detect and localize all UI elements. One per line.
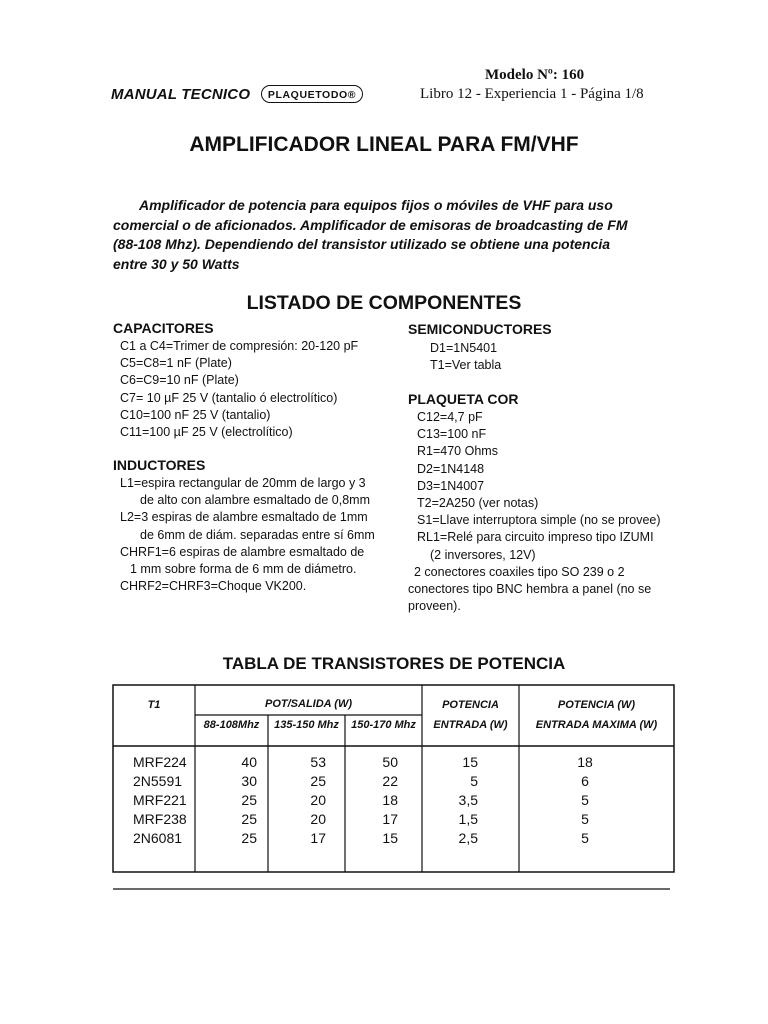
table-cell: 5 (581, 811, 589, 827)
header-potencia-max-1: POTENCIA (W) (557, 699, 636, 711)
col-f3 (365, 753, 398, 848)
brand-logo: PLAQUETODO® (261, 85, 363, 103)
table-cell: 17 (382, 811, 398, 827)
plaqueta-heading: PLAQUETA COR (408, 391, 519, 407)
table-title: TABLA DE TRANSISTORES DE POTENCIA (222, 654, 566, 673)
list-item: 2 conectores coaxiles tipo SO 239 o 2 (414, 564, 625, 579)
list-item: T1=Ver tabla (430, 358, 502, 373)
list-item: T2=2A250 (ver notas) (417, 496, 539, 511)
list-item: CHRF2=CHRF3=Choque VK200. (120, 579, 307, 594)
list-item: 1 mm sobre forma de 6 mm de diámetro. (130, 562, 357, 577)
list-item: de 6mm de diám. separadas entre sí 6mm (140, 527, 375, 542)
table-cell: 53 (310, 754, 326, 770)
table-cell: 20 (310, 811, 326, 827)
list-item: D1=1N5401 (430, 341, 498, 355)
list-item: R1=470 Ohms (417, 444, 498, 459)
list-item: C7= 10 µF 25 V (tantalio ó electrolítico) (120, 390, 338, 405)
table-cell: MRF224 (133, 754, 187, 770)
header-freq-3: 150-170 Mhz (351, 719, 416, 731)
table-cell: 20 (310, 792, 326, 808)
list-item: L1=espira rectangular de 20mm de largo y 3 (120, 476, 366, 490)
col-f2 (294, 753, 326, 848)
page-title: AMPLIFICADOR LINEAL PARA FM/VHF (189, 133, 579, 156)
list-item: C10=100 nF 25 V (tantalio) (120, 407, 271, 422)
manual-label: MANUAL TECNICO (111, 86, 251, 103)
table-cell: 25 (241, 830, 257, 846)
inductors-heading: INDUCTORES (113, 457, 206, 473)
capacitors-heading: CAPACITORES (113, 320, 214, 336)
table-cell: 40 (241, 754, 257, 770)
intro-line-4: entre 30 y 50 Watts (113, 255, 240, 272)
intro-line-1: Amplificador de potencia para equipos fijos o móviles de VHF para uso (139, 197, 613, 213)
intro-line-3: (88-108 Mhz). Dependiendo del transistor utilizado se obtiene una potencia (113, 236, 611, 252)
table-cell: 18 (577, 754, 593, 770)
list-item: C5=C8=1 nF (Plate) (120, 356, 232, 371)
list-item: C11=100 µF 25 V (electrolítico) (120, 425, 293, 440)
list-item: conectores tipo BNC hembra a panel (no se (408, 582, 652, 597)
table-cell: 2,5 (458, 830, 478, 846)
table-cell: 15 (462, 754, 478, 770)
header-potencia-max-2: ENTRADA MAXIMA (W) (535, 719, 658, 731)
table-cell: 30 (241, 773, 257, 789)
header-pot-salida: POT/SALIDA (W) (265, 698, 352, 710)
header-freq-1: 88-108Mhz (203, 719, 260, 731)
table-cell: 15 (382, 830, 398, 846)
col-t1 (133, 753, 187, 848)
table-cell: MRF238 (133, 811, 187, 827)
list-item: proveen). (408, 599, 461, 614)
table-cell: 5 (581, 792, 589, 808)
header-potencia-entrada-1: POTENCIA (442, 699, 499, 711)
table-cell: 50 (382, 754, 398, 770)
header-freq-2: 135-150 Mhz (274, 719, 339, 731)
col-f1 (225, 753, 257, 848)
table-cell: 25 (310, 773, 326, 789)
list-item: (2 inversores, 12V) (430, 547, 536, 562)
list-item: de alto con alambre esmaltado de 0,8mm (140, 493, 370, 508)
list-item: C12=4,7 pF (417, 410, 483, 424)
table-cell: 25 (241, 792, 257, 808)
intro-line-2: comercial o de aficionados. Amplificador de emisoras de broadcasting de FM (113, 216, 628, 233)
list-item: D3=1N4007 (417, 478, 485, 493)
table-cell: 3,5 (458, 792, 478, 808)
list-item: S1=Llave interruptora simple (no se provee) (417, 513, 661, 528)
table-cell: 6 (581, 773, 589, 789)
list-item: C13=100 nF (417, 427, 487, 442)
table-cell: 25 (241, 811, 257, 827)
list-item: C1 a C4=Trimer de compresión: 20-120 pF (120, 339, 359, 353)
model-number: Modelo Nº: 160 (485, 67, 585, 83)
table-cell: 22 (382, 773, 398, 789)
col-potencia-max (565, 753, 605, 848)
table-cell: 17 (310, 830, 326, 846)
table-cell: 1,5 (458, 811, 478, 827)
header-t1: T1 (147, 699, 161, 711)
table-cell: 5 (581, 830, 589, 846)
table-cell: 5 (470, 773, 478, 789)
table-cell: 2N5591 (133, 773, 183, 789)
table-cell: MRF221 (133, 792, 187, 808)
list-item: D2=1N4148 (417, 461, 485, 476)
list-item: CHRF1=6 espiras de alambre esmaltado de (120, 544, 365, 559)
col-potencia-entrada (440, 753, 478, 848)
list-item: RL1=Relé para circuito impreso tipo IZUMI (417, 530, 654, 545)
semiconductors-heading: SEMICONDUCTORES (408, 321, 552, 337)
components-heading: LISTADO DE COMPONENTES (246, 292, 522, 314)
table-cell: 18 (382, 792, 398, 808)
table-cell: 2N6081 (133, 830, 183, 846)
list-item: C6=C9=10 nF (Plate) (120, 373, 239, 388)
book-page-info: Libro 12 - Experiencia 1 - Página 1/8 (420, 86, 644, 102)
header-potencia-entrada-2: ENTRADA (W) (433, 719, 508, 731)
list-item: L2=3 espiras de alambre esmaltado de 1mm (120, 510, 368, 525)
